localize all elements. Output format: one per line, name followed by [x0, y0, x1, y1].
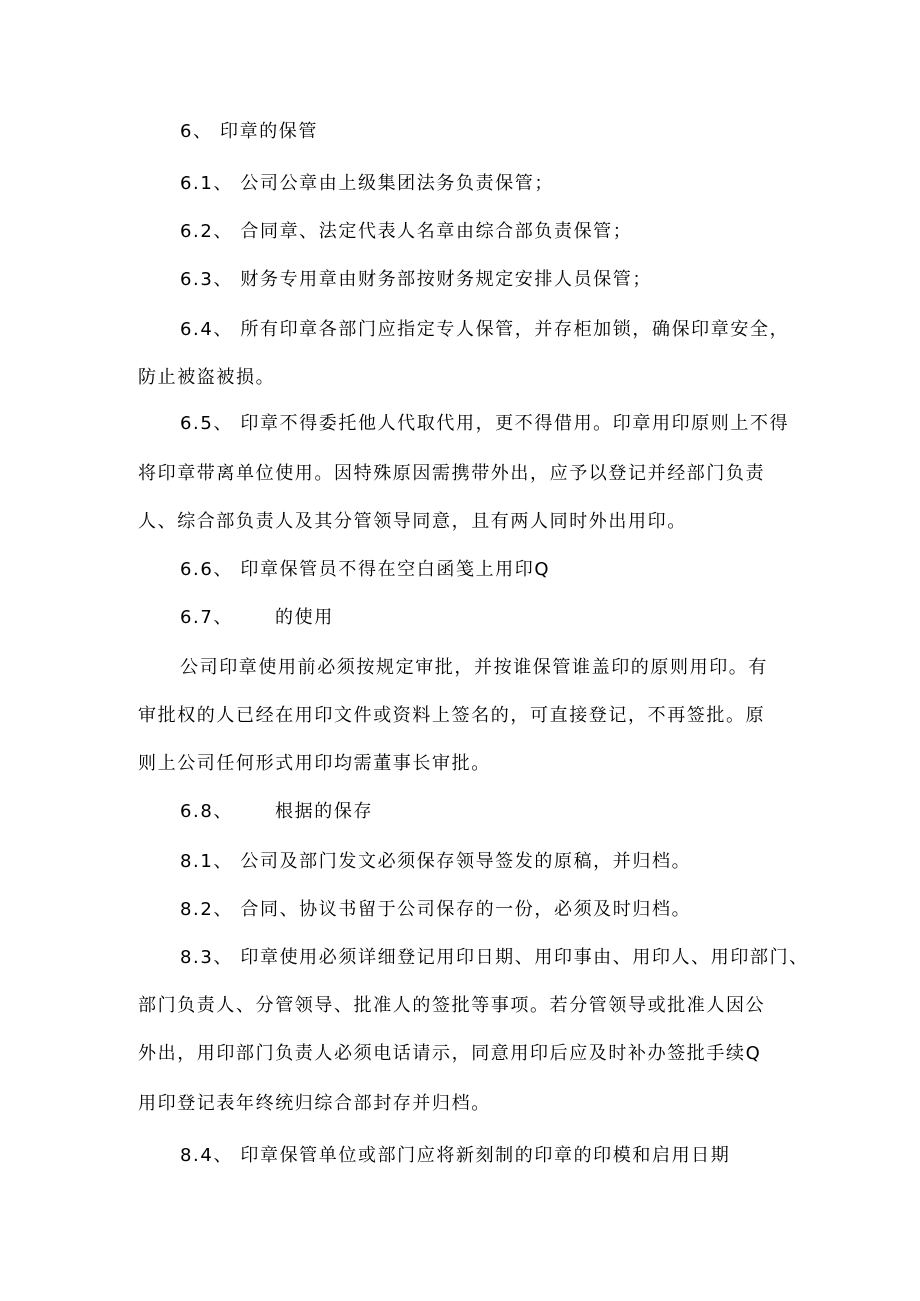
clause-6-6: 6.6、 印章保管员不得在空白函笺上用印Q [180, 559, 551, 580]
clause-8-4: 8.4、 印章保管单位或部门应将新刻制的印章的印模和启用日期 [180, 1145, 731, 1166]
heading-6: 6、 印章的保管 [180, 121, 318, 142]
heading-6-8: 6.8、 根据的保存 [180, 801, 374, 822]
clause-8-3: 8.3、 印章使用必须详细登记用印日期、用印事由、用印人、用印部门、 [180, 947, 809, 968]
paragraph-6-7-3: 则上公司任何形式用印均需董事长审批。 [138, 753, 491, 774]
paragraph-6-7-1: 公司印章使用前必须按规定审批，并按谁保管谁盖印的原则用印。有 [180, 657, 768, 678]
clause-6-3: 6.3、 财务专用章由财务部按财务规定安排人员保管； [180, 269, 652, 290]
clause-8-1: 8.1、 公司及部门发文必须保存领导签发的原稿，并归档。 [180, 851, 692, 872]
clause-6-5: 6.5、 印章不得委托他人代取代用，更不得借用。印章用印原则上不得 [180, 413, 790, 434]
clause-8-3-cont-3: 用印登记表年终统归综合部封存并归档。 [138, 1093, 491, 1114]
clause-8-2: 8.2、 合同、协议书留于公司保存的一份，必须及时归档。 [180, 899, 692, 920]
clause-6-4: 6.4、 所有印章各部门应指定专人保管，并存柜加锁，确保印章安全， [180, 319, 790, 340]
paragraph-6-7-2: 审批权的人已经在用印文件或资料上签名的，可直接登记，不再签批。原 [138, 705, 766, 726]
heading-6-7: 6.7、 的使用 [180, 607, 334, 628]
clause-6-2: 6.2、 合同章、法定代表人名章由综合部负责保管； [180, 221, 633, 242]
clause-8-3-cont-2: 外出，用印部门负责人必须电话请示，同意用印后应及时补办签批手续Q [138, 1043, 762, 1064]
clause-6-5-cont-1: 将印章带离单位使用。因特殊原因需携带外出，应予以登记并经部门负责 [138, 463, 766, 484]
clause-8-3-cont-1: 部门负责人、分管领导、批准人的签批等事项。若分管领导或批准人因公 [138, 995, 766, 1016]
clause-6-4-cont: 防止被盗被损。 [138, 367, 276, 388]
clause-6-5-cont-2: 人、综合部负责人及其分管领导同意，且有两人同时外出用印。 [138, 511, 687, 532]
clause-6-1: 6.1、 公司公章由上级集团法务负责保管； [180, 173, 554, 194]
